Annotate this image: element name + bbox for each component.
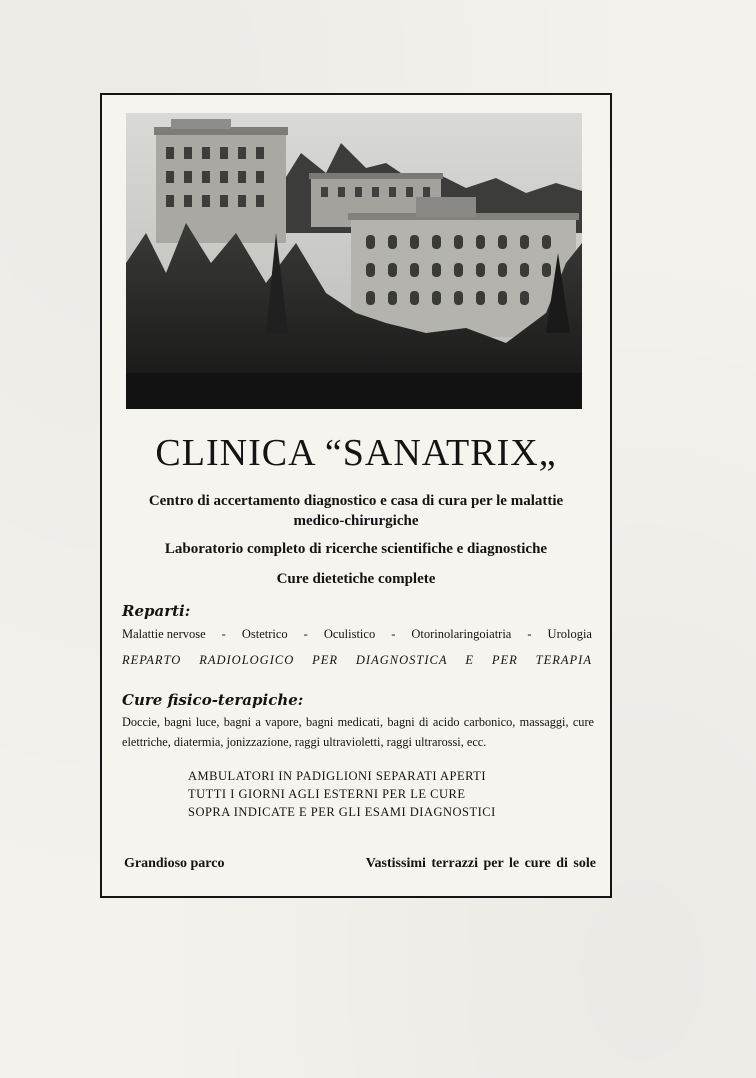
radiology-word: E — [465, 653, 474, 667]
department-item: Ostetrico — [241, 627, 288, 641]
separator: - — [527, 627, 532, 641]
separator: - — [221, 627, 226, 641]
terraces-feature: Vastissimi terrazzi per le cure di sole — [365, 856, 596, 871]
separator: - — [391, 627, 396, 641]
radiology-word: TERAPIA — [535, 653, 592, 667]
physical-therapy-list: Doccie, bagni luce, bagni a vapore, bagni medicati, bagni di acido carbonico, massaggi, cure elettriche, diatermia, jonizzazione, raggi ultravioletti, raggi ultrarossi, ecc. — [122, 715, 594, 749]
department-item: Urologia — [547, 627, 592, 641]
outpatient-notice-line: AMBULATORI IN PADIGLIONI SEPARATI APERTI — [188, 769, 486, 783]
departments-list — [122, 627, 592, 642]
outpatient-notice-line: TUTTI I GIORNI AGLI ESTERNI PER LE CURE — [188, 787, 466, 801]
clinic-description-line2: medico-chirurgiche — [293, 513, 419, 529]
radiology-word: PER — [312, 653, 339, 667]
department-item: Malattie nervose — [122, 627, 206, 641]
laboratory-line: Laboratorio completo di ricerche scientifiche e diagnostiche — [164, 541, 548, 557]
radiology-word: REPARTO — [122, 653, 182, 667]
outpatient-notice — [188, 767, 548, 821]
reparti-heading: Reparti: — [122, 602, 191, 620]
physical-therapy-heading: Cure fisico-terapiche: — [122, 691, 304, 709]
clinic-building-photo — [126, 113, 582, 409]
park-feature: Grandioso parco — [124, 856, 225, 871]
radiology-department-line — [122, 653, 592, 668]
separator: - — [303, 627, 308, 641]
radiology-word: DIAGNOSTICA — [355, 653, 448, 667]
clinic-description-line1: Centro di accertamento diagnostico e casa di cura per le malattie — [148, 493, 564, 509]
diet-cures-line: Cure dietetiche complete — [276, 571, 436, 587]
outpatient-notice-line: SOPRA INDICATE E PER GLI ESAMI DIAGNOSTICI — [188, 805, 496, 819]
radiology-word: RADIOLOGICO — [199, 653, 295, 667]
department-item: Oculistico — [323, 627, 376, 641]
radiology-word: PER — [491, 653, 518, 667]
clinic-title: CLINICA “SANATRIX„ — [155, 432, 557, 474]
department-item: Otorinolaringoiatria — [411, 627, 512, 641]
advertisement-frame — [100, 93, 612, 898]
